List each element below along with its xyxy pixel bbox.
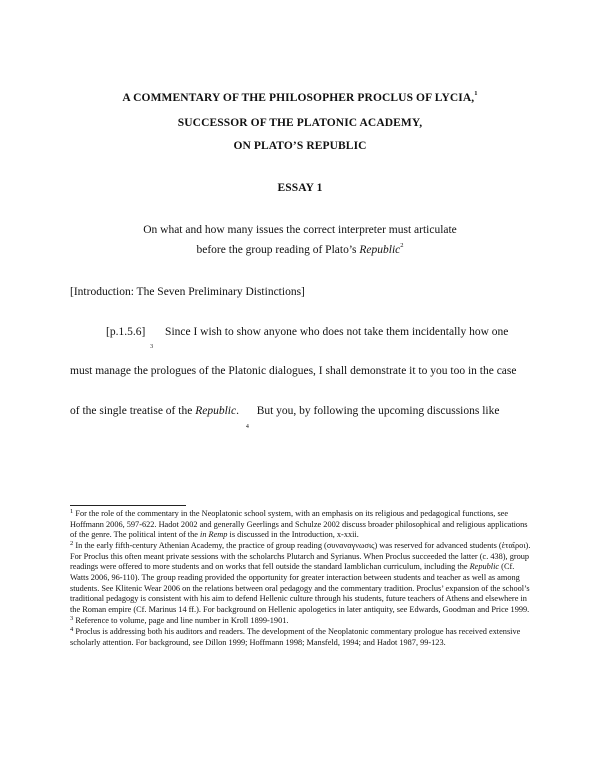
footnote-3: $^3$ Reference to volume, page and line number in Kroll 1899-1901. <box>70 614 289 625</box>
footnote-1: $^1$ For the role of the commentary in the Neoplatonic school system, with an emphasis on its religious and pedagogical functions, see Hoffmann 2006, 597-622. Hadot 2002 and generally Geerlings and Schulze 2002 discuss broader philosophical and religious applications of the genre. The political intent of the in Remp is discussed in the Introduction, x-xxii. <box>70 508 528 540</box>
footnote-divider <box>70 505 186 506</box>
footnote-ref-4[interactable]: 4 <box>245 424 249 430</box>
republic-title: Republic <box>359 244 401 256</box>
republic-title-body: Republic <box>195 405 237 417</box>
footnote-ref-2[interactable]: 2 <box>400 242 404 249</box>
essay-heading: ESSAY 1 <box>277 182 323 194</box>
essay-subtitle-line-2: before the group reading of Plato’s Republic$^2$ <box>196 242 404 256</box>
body-line-2: must manage the prologues of the Platonic dialogues, I shall demonstrate it to you too in the case <box>70 365 517 377</box>
page-reference: [p.1.5.6] <box>106 326 146 338</box>
body-line-1: [p.1.5.6] 3 Since I wish to show anyone who does not take them incidentally how one <box>106 326 509 350</box>
title-line-3: ON PLATO’S REPUBLIC <box>233 140 367 152</box>
footnote-4: $^4$ Proclus is addressing both his auditors and readers. The development of the Neoplatonic commentary prologue has received extensive scholarly attention. For background, see Dillon 1999; Hoffmann 1998; Mansfeld, 1994; and Hadot 1987, 99-123. <box>70 626 521 647</box>
body-line-3: of the single treatise of the Republic. 4 But you, by following the upcoming discussions like <box>70 405 500 430</box>
title-line-2: SUCCESSOR OF THE PLATONIC ACADEMY, <box>177 117 423 129</box>
essay-subtitle-line-1: On what and how many issues the correct interpreter must articulate <box>143 224 457 236</box>
title-line-1: A COMMENTARY OF THE PHILOSOPHER PROCLUS OF LYCIA,$^1$ <box>122 90 478 104</box>
section-heading: [Introduction: The Seven Preliminary Distinctions] <box>70 286 305 298</box>
footnote-ref-3[interactable]: 3 <box>150 344 154 350</box>
footnote-ref-1[interactable]: 1 <box>474 90 478 97</box>
footnotes <box>70 509 532 648</box>
footnote-2: $^2$ In the early fifth-century Athenian Academy, the practice of group reading (συναναγνωσις) was reserved for advanced students (ἑταῖροι). For Proclus this often meant private sessions with the scholarchs Plutarch and Syrianus. When Proclus succeeded the latter (c. 438), group readings were offered to more students and on works that fell outside the standard Iamblichan curriculum, including the Republic (Cf. Watts 2006, 96-110). The group reading provided the opportunity for greater interaction between students and teacher as well as among students. See Klitenic Wear 2006 on the relations between oral pedagogy and the commentary tradition. Proclus’ expansion of the school’s traditional pedagogy is consistent with his aim to defend Hellenic culture through his students, future teachers of Athens and elsewhere in the Roman empire (Cf. Marinus 14 ff.). For background on Hellenic apologetics in later antiquity, see Edwards, Goodman and Price 1999. <box>70 540 531 614</box>
